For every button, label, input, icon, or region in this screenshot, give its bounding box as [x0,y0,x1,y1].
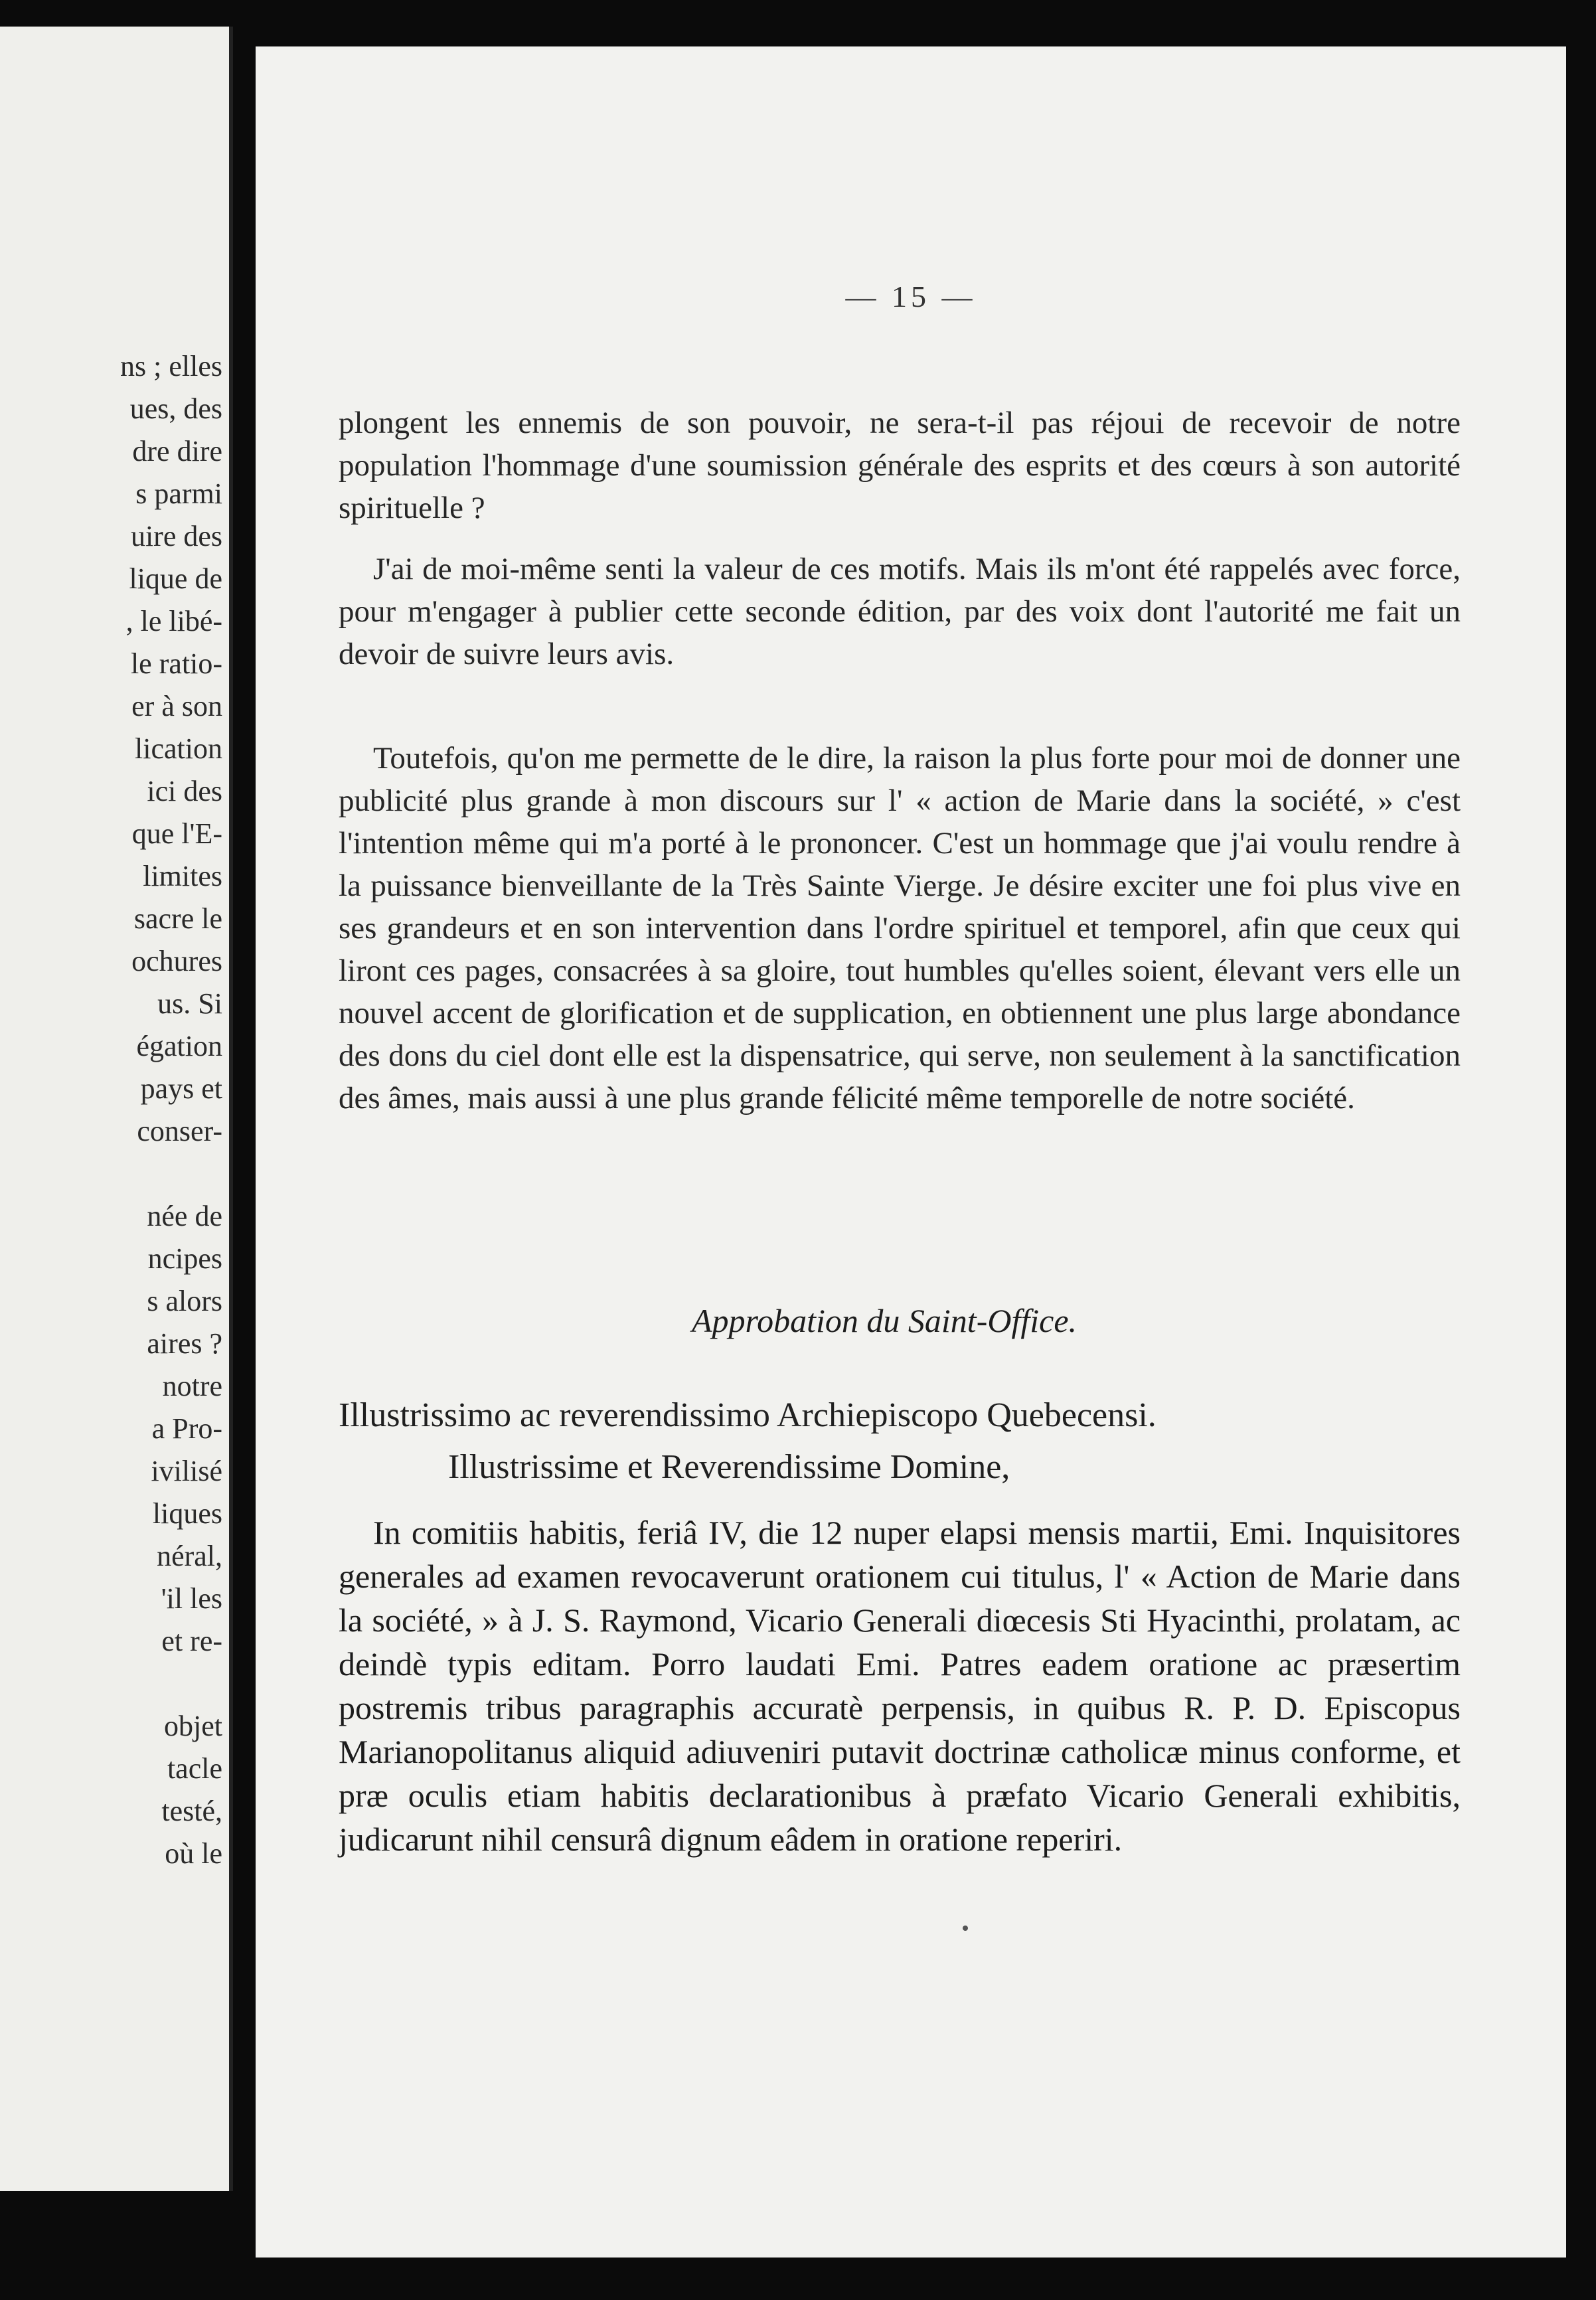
previous-page-edge [0,27,233,2191]
previous-page-line: ns ; elles [120,350,222,382]
previous-page-line: née de [147,1200,222,1232]
previous-page-line: a Pro- [151,1412,222,1445]
previous-page-line: er à son [131,690,222,722]
previous-page-line: ues, des [129,392,222,425]
previous-page-line: et re- [161,1625,222,1657]
section-heading: Approbation du Saint-Office. [691,1302,1077,1339]
previous-page-line: conser- [137,1115,222,1147]
previous-page-line: le ratio- [130,647,222,680]
previous-page-line: , le libé- [125,605,222,637]
previous-page-line: dre dire [132,435,222,467]
previous-page-line [0,1153,222,1195]
previous-page-line: tacle [167,1752,222,1785]
previous-page-line: 'il les [161,1582,222,1615]
previous-page-line: s parmi [135,477,222,510]
previous-page-line: testé, [161,1795,222,1827]
salutation-line: Illustrissime et Reverendissime Domine, [448,1448,1010,1486]
previous-page-line: limites [143,860,222,892]
previous-page-line: ncipes [147,1242,222,1275]
address-line: Illustrissimo ac reverendissimo Archiepiscopo Quebecensi. [339,1396,1157,1434]
page-number: — 15 — [256,279,1566,314]
previous-page-text [0,345,222,1875]
previous-page-line: ivilisé [151,1455,222,1487]
previous-page-line: égation [136,1030,222,1062]
previous-page-line: us. Si [157,987,222,1020]
previous-page-line: uire des [130,520,222,552]
previous-page-line: lication [135,732,222,765]
previous-page-line: lique de [129,562,222,595]
previous-page-line: ochures [131,945,222,977]
paragraph-1: plongent les ennemis de son pouvoir, ne sera-t-il pas réjoui de recevoir de notre population l'hommage d'une soumission générale des esprits et des cœurs à son autorité spirituelle ? [339,406,1461,525]
page-speck [963,1926,968,1931]
paragraph-3: Toutefois, qu'on me permette de le dire, la raison la plus forte pour moi de donner une publicité plus grande à mon discours sur l' « action de Marie dans la société, » c'est l'intention même qui m'a porté à le prononcer. C'est un hommage que j'ai voulu rendre à la puissance bienveillante de la Très Sainte Vierge. Je désire exciter une foi plus vive en ses grandeurs et en son intervention dans l'ordre spirituel et temporel, afin que ceux qui liront ces pages, consacrées à sa gloire, tout humbles qu'elles soient, élevant vers elle un nouvel accent de glorification et de supplication, en obtiennent une plus large abondance des dons du ciel dont elle est la dispensatrice, qui serve, non seulement à la sanctification des âmes, mais aussi à une plus grande félicité même temporelle de notre société. [339,741,1461,1115]
previous-page-line: ici des [147,775,222,807]
previous-page-line: liques [152,1497,222,1530]
previous-page-line: pays et [140,1072,222,1105]
paragraph-2: J'ai de moi-même senti la valeur de ces motifs. Mais ils m'ont été rappelés avec force, pour m'engager à publier cette seconde édition, par des voix dont l'autorité me fait un devoir de suivre leurs avis. [339,552,1461,671]
previous-page-line: sacre le [133,902,222,935]
previous-page-line: objet [164,1710,222,1742]
previous-page-line: que l'E- [131,817,222,850]
latin-paragraph: In comitiis habitis, feriâ IV, die 12 nuper elapsi mensis martii, Emi. Inquisitores generales ad examen revocaverunt orationem cui titulus, l' « Action de Marie dans la société, » à J. S. Raymond, Vicario Generali diœcesis Sti Hyacinthi, prolatam, ac deindè typis editam. Porro laudati Emi. Patres eadem oratione ac præsertim postremis tribus paragraphis accuratè perpensis, in quibus R. P. D. Episcopus Marianopolitanus aliquid adiuveniri putavit doctrinæ catholicæ minus conforme, et præ oculis etiam habitis declarationibus à præfato Vicario Generali exhibitis, judicarunt nihil censurâ dignum eâdem in oratione reperiri. [339,1514,1461,1858]
previous-page-line: s alors [147,1285,222,1317]
previous-page-line: notre [162,1370,222,1402]
previous-page-line [0,1663,222,1705]
previous-page-line: où le [165,1837,222,1870]
previous-page-line: aires ? [147,1327,222,1360]
previous-page-line: néral, [157,1540,222,1572]
book-page [256,46,1566,2258]
